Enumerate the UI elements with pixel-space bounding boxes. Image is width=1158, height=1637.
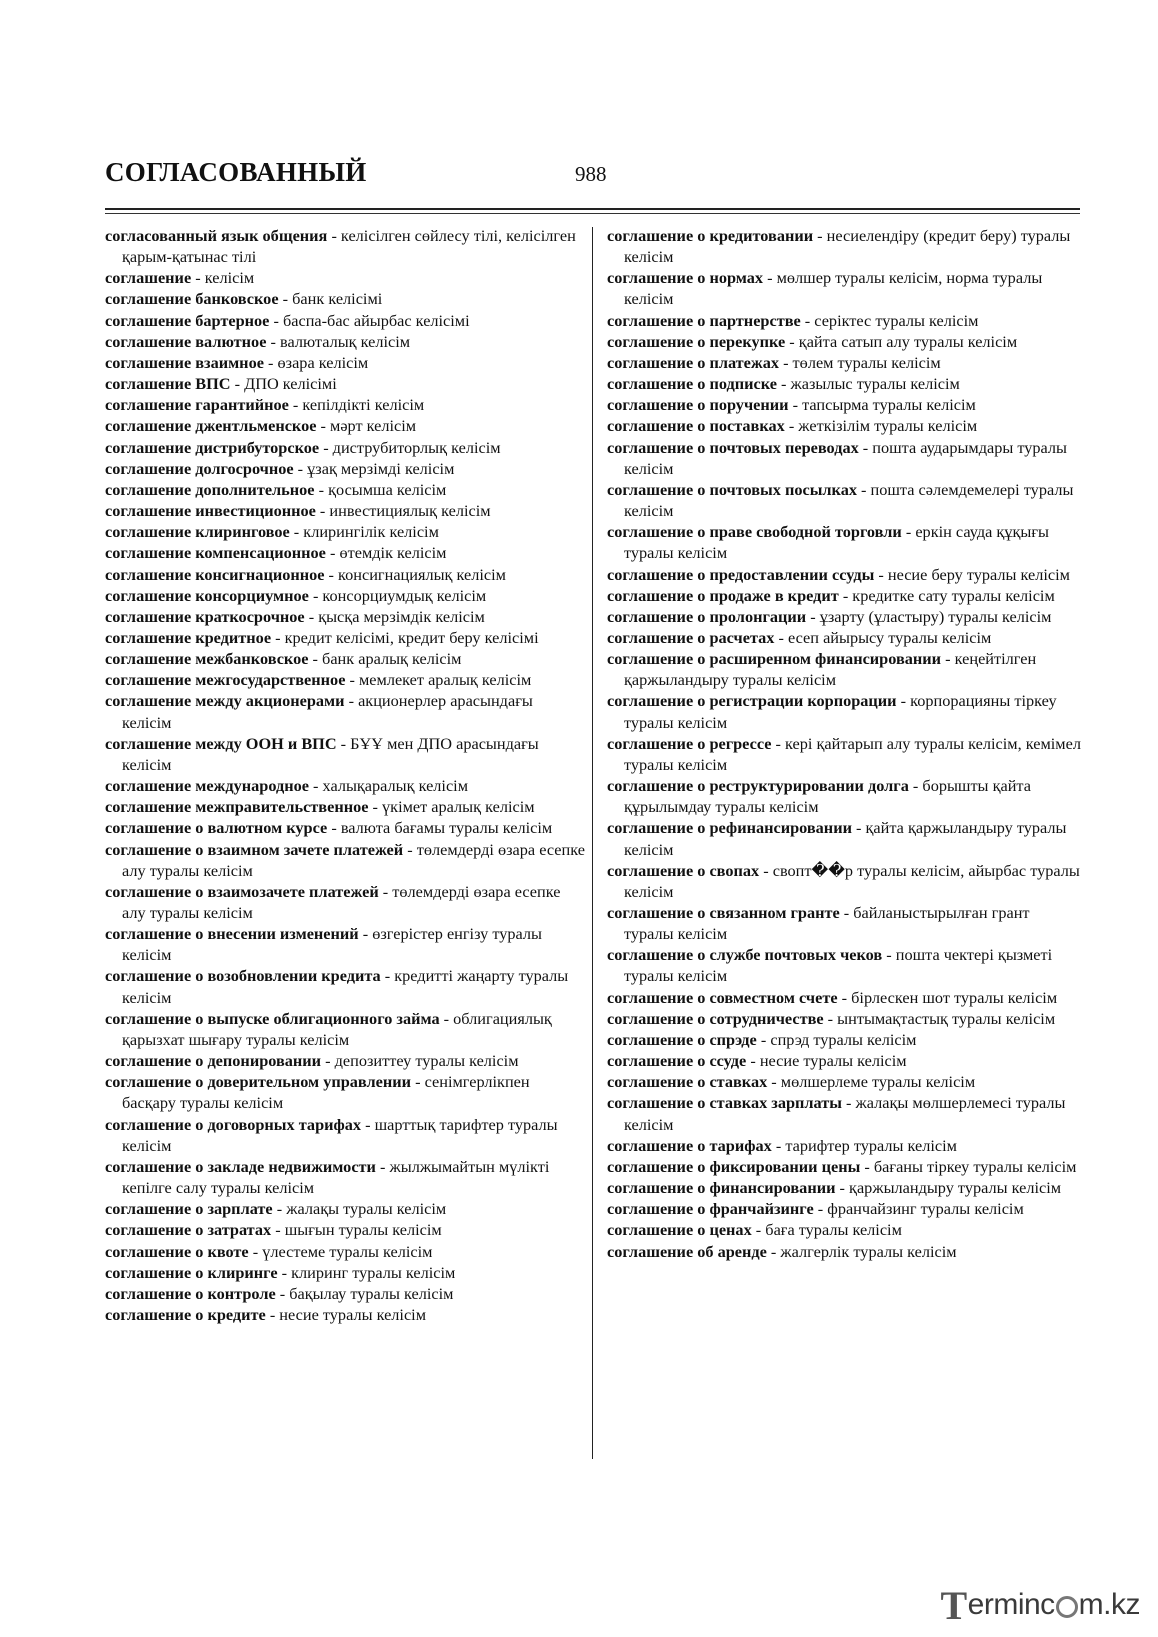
entry-term: соглашение о внесении изменений <box>105 924 359 944</box>
column-divider <box>592 227 593 1459</box>
entry-term: согласованный язык общения <box>105 226 328 245</box>
dictionary-entry <box>105 267 586 288</box>
dictionary-entry <box>607 1092 1081 1134</box>
entry-definition: - жалгерлік туралы келісім <box>766 1241 957 1261</box>
dictionary-entry <box>105 1283 586 1304</box>
entry-definition: - мәрт келісім <box>316 416 417 436</box>
entry-term: соглашение о ссуде <box>607 1051 747 1071</box>
dictionary-entry <box>607 352 1081 373</box>
entry-term: соглашение о совместном счете <box>607 987 838 1007</box>
entry-term: соглашение о депонировании <box>105 1051 322 1071</box>
entry-definition: - қаржыландыру туралы келісім <box>835 1178 1062 1198</box>
entry-definition: - несие беру туралы келісім <box>874 564 1070 584</box>
entry-definition: - серіктес туралы келісім <box>800 310 979 330</box>
dictionary-entry <box>607 394 1081 415</box>
entry-definition: - мөлшерлеме туралы келісім <box>767 1072 976 1092</box>
page-title: СОГЛАСОВАННЫЙ <box>105 157 367 187</box>
entry-term: соглашение о платежах <box>607 352 779 372</box>
entry-term: соглашение о пролонгации <box>607 606 807 626</box>
entry-term: соглашение о кредитовании <box>607 226 814 245</box>
entry-term: соглашение о франчайзинге <box>607 1199 814 1219</box>
entry-definition: - байланыстырылған грант туралы келісім <box>624 903 1030 944</box>
entry-term: соглашение о службе почтовых чеков <box>607 945 883 965</box>
entry-definition: - ұзақ мерзімді келісім <box>293 458 455 478</box>
entry-term: соглашение о перекупке <box>607 331 786 351</box>
dictionary-entry <box>105 648 586 669</box>
dictionary-entry <box>105 1262 586 1283</box>
dictionary-entry <box>607 225 1081 267</box>
entry-definition: - кредитті жаңарту туралы келісім <box>122 966 569 1007</box>
entry-term: соглашение джентльменское <box>105 416 317 436</box>
dictionary-entry <box>105 564 586 585</box>
entry-term: соглашение о спрэде <box>607 1029 757 1049</box>
entry-definition: - еркін сауда құқығы туралы келісім <box>624 522 1049 563</box>
entry-definition: - банк аралық келісім <box>308 649 462 669</box>
entry-term: соглашение о поставках <box>607 416 785 436</box>
dictionary-entry <box>607 1156 1081 1177</box>
entry-definition: - қайта қаржыландыру туралы келісім <box>624 818 1067 859</box>
page-number: 988 <box>575 162 607 186</box>
entry-definition: - несие туралы келісім <box>265 1304 427 1324</box>
dictionary-entry <box>607 267 1081 309</box>
entry-definition: - пошта чектері қызметі туралы келісім <box>624 945 1053 986</box>
entry-term: соглашение между ООН и ВПС <box>105 733 337 753</box>
dictionary-entry <box>105 521 586 542</box>
entry-term: соглашение консигнационное <box>105 564 325 584</box>
dictionary-entry <box>105 585 586 606</box>
entry-definition: - акционерлер арасындағы келісім <box>122 691 533 732</box>
dictionary-entry <box>607 627 1081 648</box>
entry-definition: - мемлекет аралық келісім <box>345 670 532 690</box>
dictionary-entry <box>607 1241 1081 1262</box>
entry-term: соглашение между акционерами <box>105 691 345 711</box>
dictionary-entry <box>105 669 586 690</box>
entry-definition: - келісім <box>191 268 255 288</box>
entry-term: соглашение о затратах <box>105 1220 272 1240</box>
dictionary-entry <box>105 1071 586 1113</box>
entry-definition: - төлемдерді өзара есепке алу туралы келісім <box>122 839 585 880</box>
entry-definition: - жылжымайтын мүлікті кепілге салу туралы келісім <box>122 1156 550 1198</box>
entry-definition: - қысқа мерзімдік келісім <box>304 606 485 626</box>
entry-term: соглашение о сотрудничестве <box>607 1008 824 1028</box>
entry-term: соглашение о почтовых переводах <box>607 437 859 457</box>
entry-definition: - кредит келісімі, кредит беру келісімі <box>271 627 539 647</box>
entry-definition: - свопт��р туралы келісім, айырбас туралы келісім <box>624 860 1080 901</box>
dictionary-entry <box>105 437 586 458</box>
right-column <box>607 225 1081 1262</box>
entry-definition: - бірлескен шот туралы келісім <box>837 987 1058 1007</box>
entry-definition: - консорциумдық келісім <box>308 585 487 605</box>
entry-definition: - үкімет аралық келісім <box>368 797 535 817</box>
entry-definition: - диструбиторлық келісім <box>319 437 501 457</box>
dictionary-entry <box>105 923 586 965</box>
dictionary-entry <box>105 881 586 923</box>
entry-term: соглашение о подписке <box>607 374 777 394</box>
entry-definition: - кеңейтілген қаржыландыру туралы келісім <box>624 649 1037 690</box>
entry-term: соглашение о клиринге <box>105 1262 278 1282</box>
entry-term: соглашение о взаимном зачете платежей <box>105 839 404 859</box>
dictionary-entry <box>607 415 1081 436</box>
dictionary-entry <box>607 987 1081 1008</box>
entry-definition: - пошта сәлемдемелері туралы келісім <box>624 479 1074 521</box>
dictionary-entry <box>105 225 586 267</box>
dictionary-entry <box>105 288 586 309</box>
dictionary-entry <box>105 331 586 352</box>
entry-definition: - шығын туралы келісім <box>271 1220 442 1240</box>
watermark-text-2: m.kz <box>1078 1588 1140 1621</box>
dictionary-entry <box>607 1198 1081 1219</box>
entry-definition: - сенімгерлікпен басқару туралы келісім <box>122 1072 530 1113</box>
dictionary-entry <box>607 479 1081 521</box>
entry-term: соглашение бартерное <box>105 310 270 330</box>
entry-definition: - несие туралы келісім <box>746 1051 907 1071</box>
entry-definition: - облигациялық қарызхат шығару туралы келісім <box>122 1008 552 1049</box>
dictionary-entry <box>607 437 1081 479</box>
dictionary-entry <box>607 310 1081 331</box>
entry-term: соглашение о праве свободной торговли <box>607 522 902 542</box>
entry-term: соглашение о закладе недвижимости <box>105 1156 376 1176</box>
dictionary-entry <box>607 564 1081 585</box>
dictionary-entry <box>105 1050 586 1071</box>
dictionary-entry <box>105 775 586 796</box>
entry-definition: - халықаралық келісім <box>308 776 469 796</box>
dictionary-entry <box>607 1219 1081 1240</box>
entry-term: соглашение о регистрации корпорации <box>607 691 897 711</box>
entry-definition: - борышты қайта құрылымдау туралы келісім <box>624 776 1031 817</box>
entry-definition: - клирингілік келісім <box>289 522 439 542</box>
entry-definition: - валюталық келісім <box>266 331 411 351</box>
entry-term: соглашение кредитное <box>105 627 272 647</box>
dictionary-entry <box>105 733 586 775</box>
entry-definition: - пошта аударымдары туралы келісім <box>624 437 1067 478</box>
dictionary-entry <box>607 1135 1081 1156</box>
entry-definition: - қайта сатып алу туралы келісім <box>785 331 1018 351</box>
dictionary-entry <box>105 817 586 838</box>
entry-definition: - баға туралы келісім <box>751 1220 902 1240</box>
entry-definition: - несиелендіру (кредит беру) туралы келісім <box>624 226 1071 267</box>
dictionary-entry <box>105 1241 586 1262</box>
entry-definition: - клиринг туралы келісім <box>277 1262 456 1282</box>
entry-term: соглашение о связанном гранте <box>607 903 840 922</box>
entry-term: соглашение о тарифах <box>607 1135 772 1155</box>
dictionary-entry <box>607 902 1081 944</box>
dictionary-entry <box>607 373 1081 394</box>
dictionary-entry <box>607 606 1081 627</box>
entry-definition: - жазылыс туралы келісім <box>776 374 960 394</box>
entry-term: соглашение о квоте <box>105 1241 249 1261</box>
entry-definition: - ұзарту (ұластыру) туралы келісім <box>806 606 1052 626</box>
entry-term: соглашение о регрессе <box>607 733 772 753</box>
entry-term: соглашение инвестиционное <box>105 501 316 521</box>
dictionary-entry <box>607 944 1081 986</box>
dictionary-entry <box>105 352 586 373</box>
entry-term: соглашение межгосударственное <box>105 670 346 690</box>
entry-term: соглашение краткосрочное <box>105 606 305 626</box>
dictionary-entry <box>607 331 1081 352</box>
entry-term: соглашение о зарплате <box>105 1199 273 1219</box>
dictionary-entry <box>105 1114 586 1156</box>
dictionary-entry <box>105 1304 586 1325</box>
entry-term: соглашение о поручении <box>607 395 789 415</box>
entry-definition: - өзгерістер енгізу туралы келісім <box>122 924 542 965</box>
dictionary-entry <box>105 690 586 732</box>
entry-definition: - мөлшер туралы келісім, норма туралы келісім <box>624 268 1043 309</box>
dictionary-entry <box>105 415 586 436</box>
entry-definition: - БҰҰ мен ДПО арасындағы келісім <box>122 733 539 774</box>
entry-term: соглашение о ценах <box>607 1220 752 1240</box>
entry-definition: - корпорацияны тіркеу туралы келісім <box>624 691 1057 732</box>
dictionary-entry <box>607 1008 1081 1029</box>
dictionary-entry <box>105 373 586 394</box>
entry-definition: - консигнациялық келісім <box>324 564 506 584</box>
entry-term: соглашение банковское <box>105 289 279 309</box>
dictionary-entry <box>105 479 586 500</box>
entry-term: соглашение о нормах <box>607 268 764 288</box>
entry-definition: - ДПО келісімі <box>230 374 337 394</box>
entry-term: соглашение о предоставлении ссуды <box>607 564 875 584</box>
entry-definition: - төлем туралы келісім <box>779 352 941 372</box>
entry-term: соглашение <box>105 268 192 288</box>
dictionary-entry <box>607 521 1081 563</box>
dictionary-entry <box>607 648 1081 690</box>
dictionary-entry <box>607 1177 1081 1198</box>
entry-term: соглашение о ставках зарплаты <box>607 1093 842 1113</box>
entry-definition: - инвестициялық келісім <box>315 501 491 521</box>
entry-definition: - тапсырма туралы келісім <box>788 395 976 415</box>
entry-term: соглашение консорциумное <box>105 585 309 605</box>
entry-definition: - ынтымақтастық туралы келісім <box>823 1008 1056 1028</box>
dictionary-entry <box>105 1008 586 1050</box>
entry-term: соглашение валютное <box>105 331 267 351</box>
entry-definition: - өзара келісім <box>263 352 369 372</box>
entry-definition: - шарттық тарифтер туралы келісім <box>122 1114 558 1155</box>
entry-term: соглашение о расширенном финансировании <box>607 649 942 669</box>
entry-term: соглашение взаимное <box>105 352 264 372</box>
entry-term: соглашение о возобновлении кредита <box>105 966 381 986</box>
entry-term: соглашение клиринговое <box>105 522 290 542</box>
watermark-o-icon <box>1056 1596 1078 1618</box>
entry-definition: - қосымша келісім <box>314 479 447 499</box>
dictionary-entry <box>607 817 1081 859</box>
dictionary-entry <box>607 690 1081 732</box>
entry-definition: - төлемдерді өзара есепке алу туралы келісім <box>122 881 561 922</box>
left-column <box>105 225 586 1325</box>
entry-term: соглашение о контроле <box>105 1283 276 1303</box>
entry-definition: - кепілдікті келісім <box>288 395 425 415</box>
dictionary-entry <box>105 606 586 627</box>
watermark-t-glyph: T <box>940 1582 967 1628</box>
dictionary-entry <box>607 1071 1081 1092</box>
entry-term: соглашение о реструктурировании долга <box>607 776 909 796</box>
entry-definition: - кері қайтарып алу туралы келісім, кемімел туралы келісім <box>624 733 1081 774</box>
entry-definition: - өтемдік келісім <box>325 543 447 563</box>
entry-definition: - франчайзинг туралы келісім <box>813 1199 1024 1219</box>
entry-definition: - депозиттеу туралы келісім <box>321 1051 519 1071</box>
entry-term: соглашение о рефинансировании <box>607 818 852 838</box>
dictionary-entry <box>105 542 586 563</box>
dictionary-entry <box>105 839 586 881</box>
entry-term: соглашение ВПС <box>105 374 231 394</box>
entry-term: соглашение дистрибуторское <box>105 437 320 457</box>
entry-term: соглашение о свопах <box>607 860 760 880</box>
watermark-logo <box>940 1583 1140 1627</box>
entry-term: соглашение о фиксировании цены <box>607 1156 861 1176</box>
entry-term: соглашение компенсационное <box>105 543 326 563</box>
entry-definition: - бағаны тіркеу туралы келісім <box>860 1156 1077 1176</box>
entry-definition: - жалақы мөлшерлемесі туралы келісім <box>624 1093 1066 1134</box>
entry-term: соглашение международное <box>105 776 309 796</box>
dictionary-entry <box>105 458 586 479</box>
entry-term: соглашение дополнительное <box>105 479 315 499</box>
dictionary-entry <box>105 1219 586 1240</box>
entry-definition: - жеткізілім туралы келісім <box>784 416 978 436</box>
entry-definition: - жалақы туралы келісім <box>272 1199 447 1219</box>
dictionary-entry <box>105 796 586 817</box>
entry-term: соглашение о доверительном управлении <box>105 1072 412 1092</box>
dictionary-entry <box>105 627 586 648</box>
entry-definition: - спрэд туралы келісім <box>756 1029 917 1049</box>
dictionary-entry <box>607 775 1081 817</box>
entry-term: соглашение о валютном курсе <box>105 818 328 838</box>
entry-term: соглашение о финансировании <box>607 1178 836 1198</box>
entry-term: соглашение о продаже в кредит <box>607 585 839 605</box>
entry-term: соглашение долгосрочное <box>105 458 294 478</box>
dictionary-entry <box>105 1156 586 1198</box>
entry-term: соглашение о почтовых посылках <box>607 479 857 499</box>
dictionary-entry <box>105 965 586 1007</box>
watermark-text-1: erminc <box>967 1588 1055 1621</box>
entry-definition: - кредитке сату туралы келісім <box>838 585 1055 605</box>
entry-term: соглашение о взаимозачете платежей <box>105 881 379 901</box>
entry-definition: - үлестеме туралы келісім <box>248 1241 433 1261</box>
dictionary-entry <box>607 1050 1081 1071</box>
entry-definition: - бақылау туралы келісім <box>275 1283 454 1303</box>
entry-term: соглашение гарантийное <box>105 395 289 415</box>
header-rule <box>105 208 1080 210</box>
entry-term: соглашение о ставках <box>607 1072 768 1092</box>
dictionary-entry <box>105 1198 586 1219</box>
entry-definition: - келісілген сөйлесу тілі, келісілген қарым-қатынас тілі <box>122 226 576 267</box>
entry-definition: - баспа-бас айырбас келісімі <box>269 310 470 330</box>
entry-term: соглашение межбанковское <box>105 649 309 669</box>
dictionary-entry <box>607 585 1081 606</box>
entry-term: соглашение о кредите <box>105 1304 266 1324</box>
dictionary-entry <box>607 860 1081 902</box>
header-rule-thin <box>105 213 1080 214</box>
dictionary-entry <box>607 733 1081 775</box>
entry-term: соглашение о партнерстве <box>607 310 801 330</box>
entry-definition: - тарифтер туралы келісім <box>771 1135 957 1155</box>
dictionary-entry <box>607 1029 1081 1050</box>
entry-definition: - валюта бағамы туралы келісім <box>327 818 553 838</box>
entry-definition: - есеп айырысу туралы келісім <box>774 627 992 647</box>
entry-term: соглашение об аренде <box>607 1241 767 1261</box>
dictionary-entry <box>105 500 586 521</box>
entry-definition: - банк келісімі <box>278 289 383 309</box>
entry-term: соглашение межправительственное <box>105 797 369 817</box>
entry-term: соглашение о расчетах <box>607 627 775 647</box>
entry-term: соглашение о выпуске облигационного займа <box>105 1008 440 1028</box>
entry-term: соглашение о договорных тарифах <box>105 1114 362 1134</box>
dictionary-entry <box>105 394 586 415</box>
dictionary-entry <box>105 310 586 331</box>
